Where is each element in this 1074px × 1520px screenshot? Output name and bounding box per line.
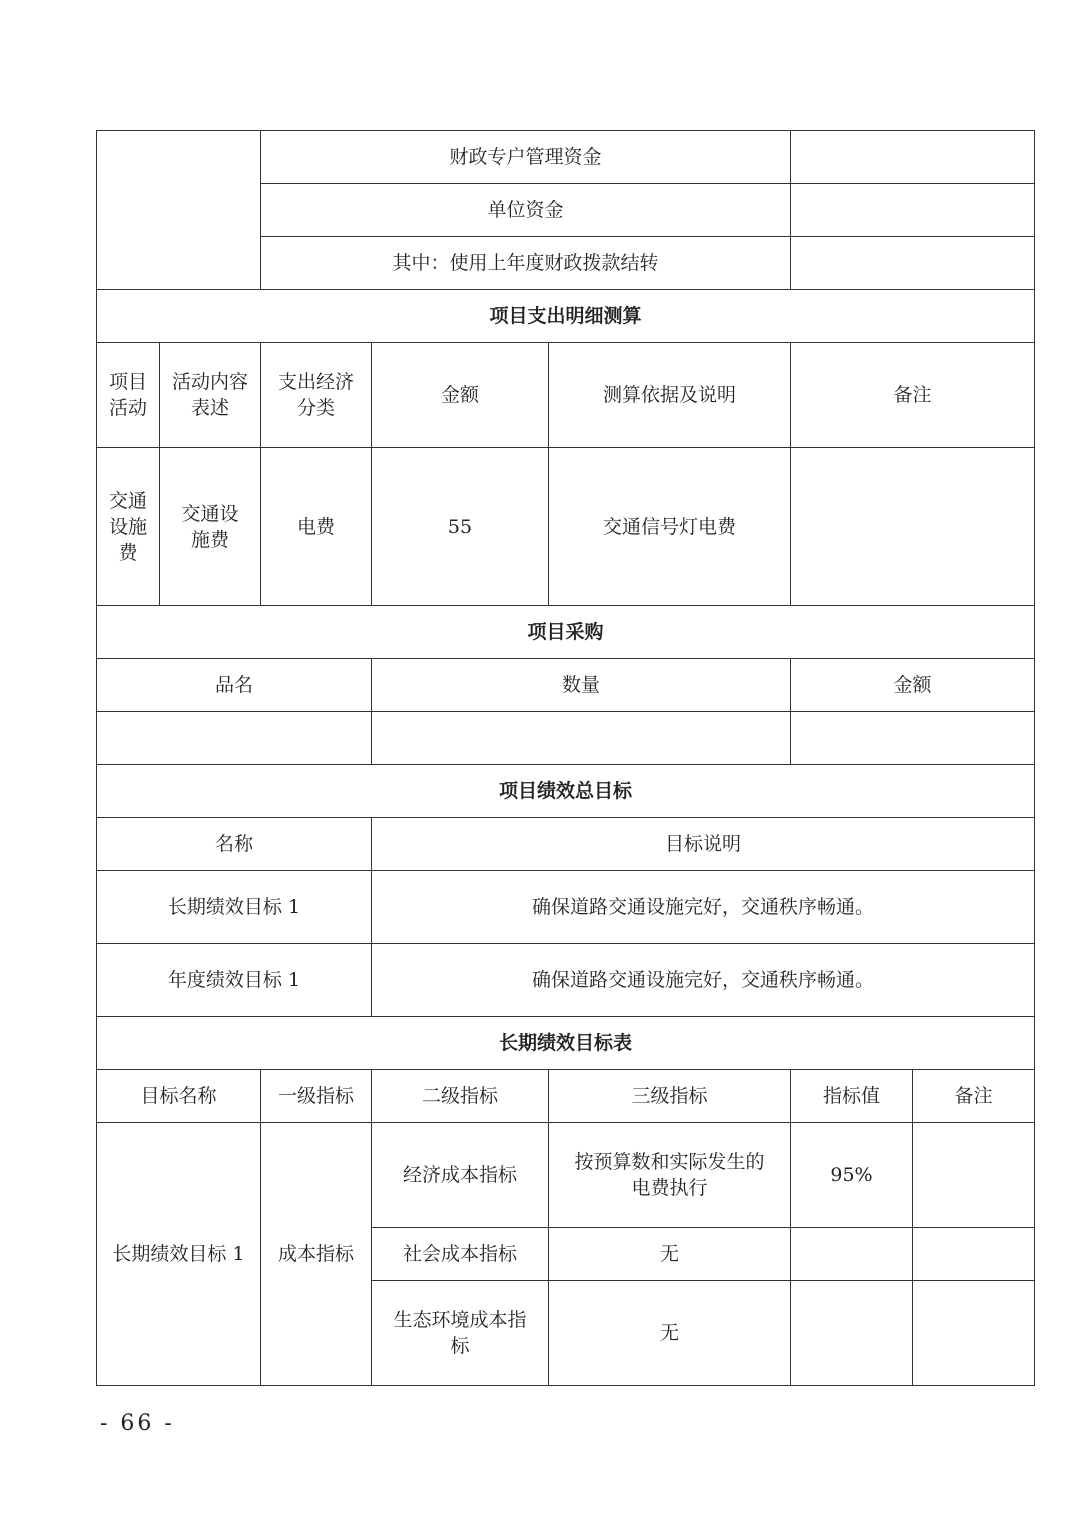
longterm-header-note: 备注 bbox=[913, 1070, 1035, 1123]
longterm-header-goal: 目标名称 bbox=[97, 1070, 261, 1123]
header-basis: 测算依据及说明 bbox=[549, 343, 791, 448]
longterm-note bbox=[913, 1281, 1035, 1386]
overall-row-desc: 确保道路交通设施完好，交通秩序畅通。 bbox=[372, 944, 1035, 1017]
header-category: 支出经济 分类 bbox=[261, 343, 372, 448]
overall-row-desc: 确保道路交通设施完好，交通秩序畅通。 bbox=[372, 871, 1035, 944]
header-note: 备注 bbox=[791, 343, 1035, 448]
row-amount: 55 bbox=[372, 448, 549, 606]
procurement-header-quantity: 数量 bbox=[372, 659, 791, 712]
overall-header-name: 名称 bbox=[97, 818, 372, 871]
longterm-header-value: 指标值 bbox=[791, 1070, 913, 1123]
fiscal-special-value bbox=[791, 131, 1035, 184]
longterm-level3: 无 bbox=[549, 1281, 791, 1386]
header-amount: 金额 bbox=[372, 343, 549, 448]
table-row bbox=[97, 871, 1035, 944]
longterm-level2: 经济成本指标 bbox=[372, 1123, 549, 1228]
row-basis: 交通信号灯电费 bbox=[549, 448, 791, 606]
row-note bbox=[791, 448, 1035, 606]
longterm-value bbox=[791, 1228, 913, 1281]
procurement-quantity-cell bbox=[372, 712, 791, 765]
detail-section-title: 项目支出明细测算 bbox=[97, 290, 1035, 343]
procurement-header-name: 品名 bbox=[97, 659, 372, 712]
row-activity: 交通 设施 费 bbox=[97, 448, 160, 606]
table-row bbox=[97, 1123, 1035, 1228]
longterm-level3: 按预算数和实际发生的 电费执行 bbox=[549, 1123, 791, 1228]
procurement-header-amount: 金额 bbox=[791, 659, 1035, 712]
overall-header-desc: 目标说明 bbox=[372, 818, 1035, 871]
row-content: 交通设 施费 bbox=[160, 448, 261, 606]
overall-section-title: 项目绩效总目标 bbox=[97, 765, 1035, 818]
unit-funds-label: 单位资金 bbox=[261, 184, 791, 237]
longterm-header-level3: 三级指标 bbox=[549, 1070, 791, 1123]
longterm-level3: 无 bbox=[549, 1228, 791, 1281]
fiscal-special-label: 财政专户管理资金 bbox=[261, 131, 791, 184]
header-content: 活动内容 表述 bbox=[160, 343, 261, 448]
header-activity: 项目 活动 bbox=[97, 343, 160, 448]
page-number: - 66 - bbox=[100, 1411, 175, 1436]
overall-row-name: 年度绩效目标 1 bbox=[97, 944, 372, 1017]
unit-funds-value bbox=[791, 184, 1035, 237]
longterm-level2: 生态环境成本指 标 bbox=[372, 1281, 549, 1386]
longterm-note bbox=[913, 1228, 1035, 1281]
longterm-header-level1: 一级指标 bbox=[261, 1070, 372, 1123]
longterm-value: 95% bbox=[791, 1123, 913, 1228]
table-row bbox=[97, 448, 1035, 606]
table-row bbox=[97, 712, 1035, 765]
longterm-section-title: 长期绩效目标表 bbox=[97, 1017, 1035, 1070]
funding-blank-cell bbox=[97, 131, 261, 290]
overall-row-name: 长期绩效目标 1 bbox=[97, 871, 372, 944]
longterm-value bbox=[791, 1281, 913, 1386]
carryover-label: 其中：使用上年度财政拨款结转 bbox=[261, 237, 791, 290]
row-category: 电费 bbox=[261, 448, 372, 606]
procurement-name-cell bbox=[97, 712, 372, 765]
table-row bbox=[97, 944, 1035, 1017]
carryover-value bbox=[791, 237, 1035, 290]
longterm-level1: 成本指标 bbox=[261, 1123, 372, 1386]
longterm-header-level2: 二级指标 bbox=[372, 1070, 549, 1123]
budget-performance-table bbox=[96, 130, 1035, 1386]
procurement-section-title: 项目采购 bbox=[97, 606, 1035, 659]
longterm-note bbox=[913, 1123, 1035, 1228]
longterm-level2: 社会成本指标 bbox=[372, 1228, 549, 1281]
longterm-goal-name: 长期绩效目标 1 bbox=[97, 1123, 261, 1386]
procurement-amount-cell bbox=[791, 712, 1035, 765]
